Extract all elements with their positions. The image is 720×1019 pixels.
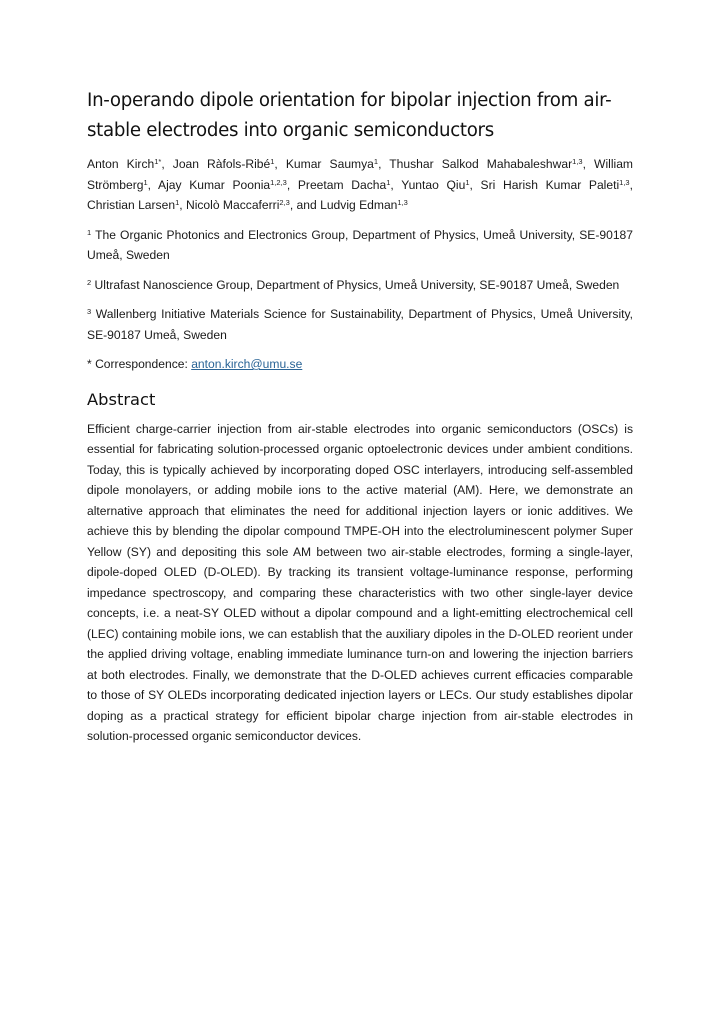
author-name: Ludvig Edman [320, 198, 398, 212]
author-affiliation-marker: 1 [270, 156, 275, 166]
author-affiliation-marker: 1 [465, 177, 470, 187]
paper-title: In-operando dipole orientation for bipolar injection from air-stable electrodes into organic semiconductors [87, 90, 612, 141]
author-affiliation-marker: 1 [175, 197, 180, 207]
author-name: Yuntao Qiu [401, 177, 466, 192]
author-separator: , [469, 177, 481, 192]
affiliation-number: 1 [87, 227, 92, 237]
author-affiliation-marker: 1,2,3 [270, 177, 287, 187]
author-separator: , [161, 157, 173, 171]
author-separator: , and [289, 198, 321, 212]
author-separator: , [147, 177, 158, 192]
paper-content [87, 86, 633, 747]
author-separator: , [378, 157, 390, 171]
abstract-body: Efficient charge-carrier injection from air-stable electrodes into organic semiconductors (OSCs) is essential for fabricating solution-processed organic optoelectronic devices under ambient conditions. Today, this is typically achieved by incorporating doped OSC interlayers, introducing self-assembled dipole monolayers, or adding mobile ions to the active material (AM). Here, we demonstrate an alternative approach that eliminates the need for additional injection layers or ionic additives. We achieve this by blending the dipolar compound TMPE-OH into the electroluminescent polymer Super Yellow (SY) and depositing this sole AM between two air-stable electrodes, forming a single-layer, dipole-doped OLED (D-OLED). By tracking its transient voltage-luminance response, performing impedance spectroscopy, and comparing these characteristics with two other single-layer device concepts, i.e. a neat-SY OLED without a dipolar compound and a light-emitting electrochemical cell (LEC) containing mobile ions, we can establish that the auxiliary dipoles in the D-OLED reorient under the applied driving voltage, enabling immediate luminance turn-on and lowering the injection barriers at both electrodes. Finally, we demonstrate that the D-OLED achieves current efficacies comparable to those of SY OLEDs incorporating dedicated injection layers or LECs. Our study establishes dipolar doping as a practical strategy for efficient bipolar charge injection from air-stable electrodes in solution-processed organic semiconductor devices. [87, 421, 633, 743]
author-name: Christian Larsen [87, 198, 176, 212]
affiliation-list [87, 225, 633, 346]
author-affiliation-marker: 1 [143, 177, 148, 187]
author-name: Sri Harish Kumar Paleti [480, 177, 620, 192]
affiliation [87, 225, 633, 266]
affiliation-number: 2 [87, 277, 92, 287]
author-name: Anton Kirch [87, 157, 155, 171]
affiliation-text: Ultrafast Nanoscience Group, Department of Physics, Umeå University, SE-90187 Umeå, Sweden [91, 277, 620, 292]
author-name: Nicolò Maccaferri [185, 198, 280, 212]
affiliation-text: Wallenberg Initiative Materials Science for Sustainability, Department of Physics, Umeå University, SE-90187 Umeå, Sweden [87, 307, 633, 342]
correspondence-label: * Correspondence: [87, 357, 192, 371]
author-affiliation-marker: 1,3 [572, 156, 583, 166]
author-name: Preetam Dacha [297, 177, 387, 192]
affiliation [87, 275, 633, 296]
affiliation-text: The Organic Photonics and Electronics Group, Department of Physics, Umeå University, SE-90187 Umeå, Sweden [87, 227, 633, 262]
author-affiliation-marker: 1* [154, 156, 162, 166]
author-name: Joan Ràfols-Ribé [172, 157, 271, 171]
author-affiliation-marker: 1,3 [397, 197, 408, 207]
author-list [87, 154, 633, 216]
author-separator: , [179, 198, 186, 212]
correspondence-email-link[interactable]: anton.kirch@umu.se [191, 357, 303, 371]
abstract-heading: Abstract [87, 389, 156, 409]
author-affiliation-marker: 1,3 [619, 177, 630, 187]
author-name: Ajay Kumar Poonia [158, 177, 271, 192]
author-name: William Strömberg [87, 157, 633, 192]
correspondence [87, 354, 633, 375]
author-separator: , [286, 177, 298, 192]
author-affiliation-marker: 1 [386, 177, 391, 187]
author-separator: , [629, 177, 633, 192]
affiliation-number: 3 [87, 306, 92, 316]
author-separator: , [582, 157, 595, 171]
author-name: Thushar Salkod Mahabaleshwar [389, 157, 573, 171]
author-name: Kumar Saumya [285, 157, 374, 171]
author-separator: , [274, 157, 286, 171]
affiliation [87, 304, 633, 345]
author-affiliation-marker: 2,3 [279, 197, 290, 207]
author-affiliation-marker: 1 [373, 156, 379, 166]
author-separator: , [390, 177, 402, 192]
